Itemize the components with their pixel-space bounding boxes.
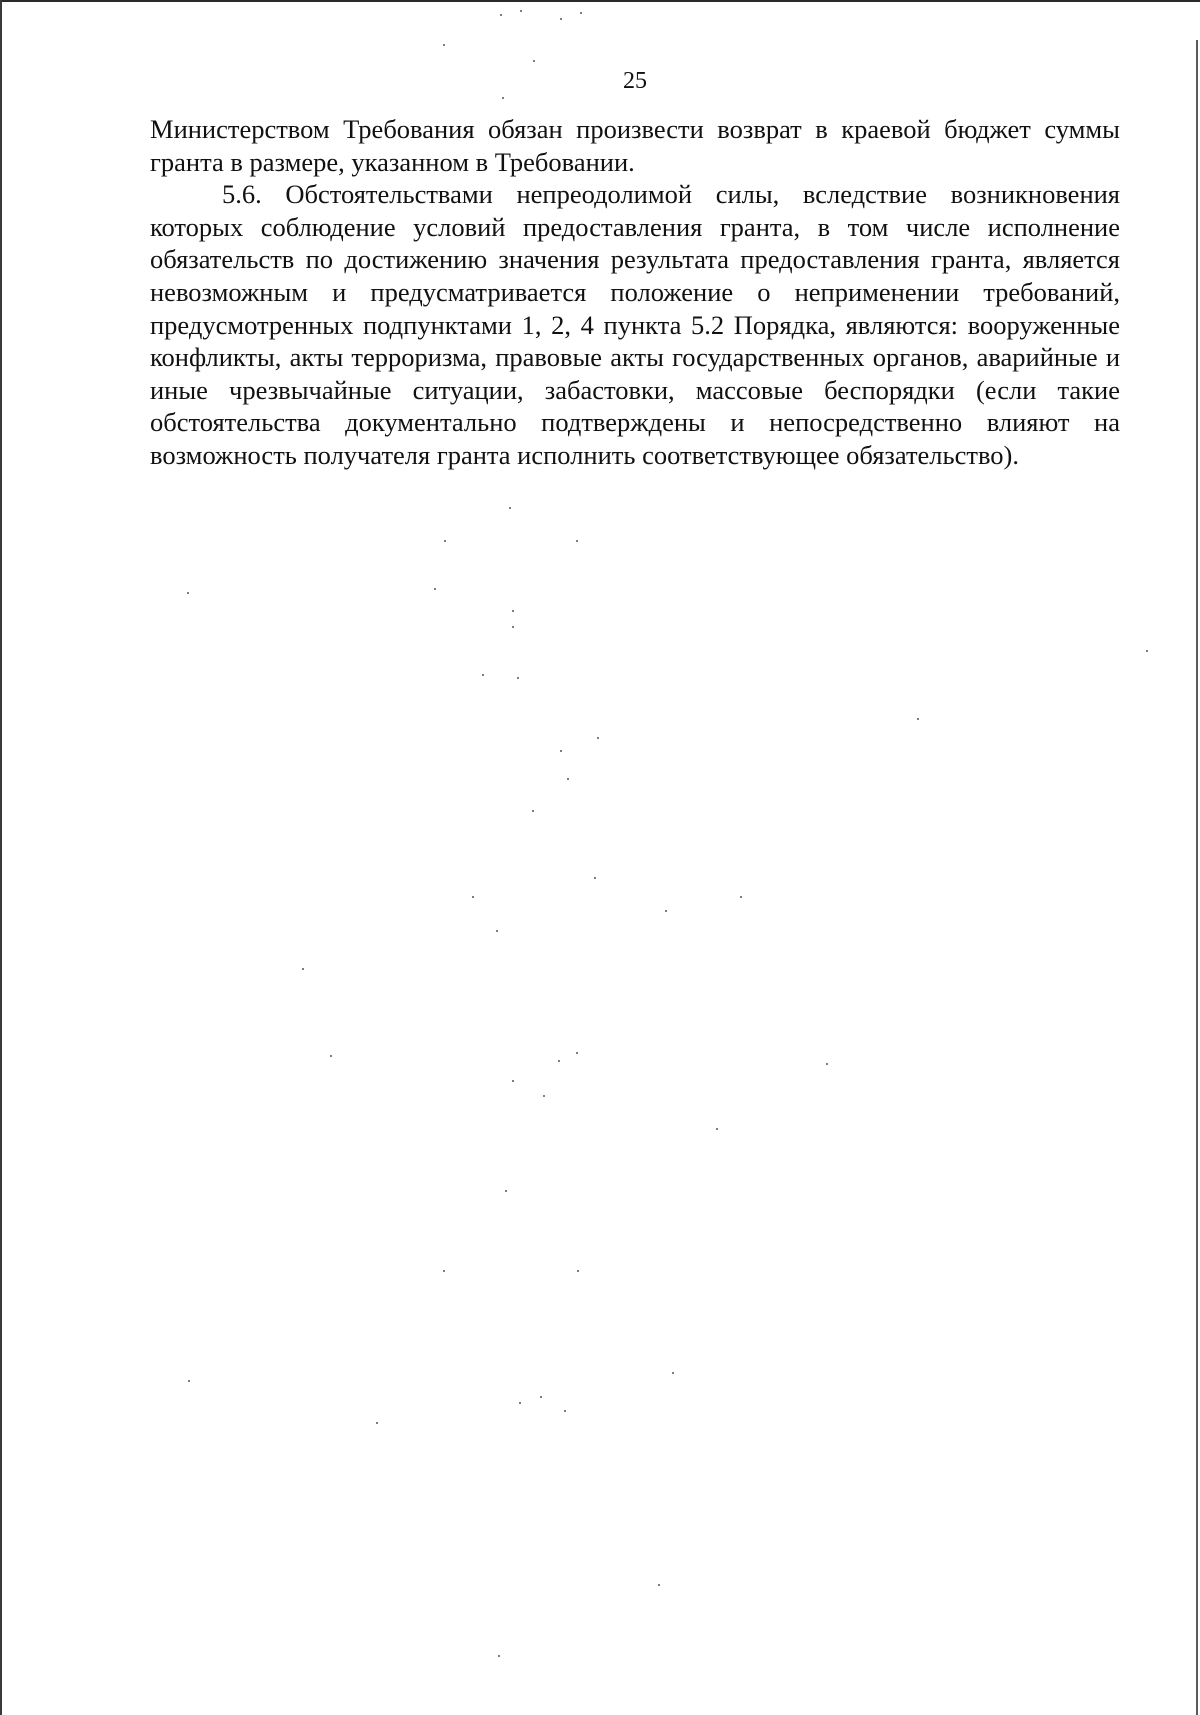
paragraph-5-6: 5.6. Обстоятельствами непреодолимой силы, вследствие возникновения которых соблюдение условий предоставления гранта, в том числе исполнение обязательств по достижению значения результата предоставления гранта, является невозможным и предусматривается положение о неприменении требований, предусмотренных подпунктами 1, 2, 4 пункта 5.2 Порядка, являются: вооруженные конфликты, акты терроризма, правовые акты государственных органов, аварийные и иные чрезвычайные ситуации, забастовки, массовые беспорядки (если такие обстоятельства документально подтверждены и непосредственно влияют на возможность получателя гранта исполнить соответствующее обязательство). (150, 179, 1120, 470)
body-text (150, 113, 1120, 472)
page-number: 25 (623, 68, 647, 94)
scan-edge-right (1196, 40, 1198, 1715)
paragraph-continuation: Министерством Требования обязан произвести возврат в краевой бюджет суммы гранта в размере, указанном в Требовании. (150, 114, 1120, 177)
scan-edge-left (0, 0, 2, 1715)
scan-edge-top (0, 0, 1200, 2)
